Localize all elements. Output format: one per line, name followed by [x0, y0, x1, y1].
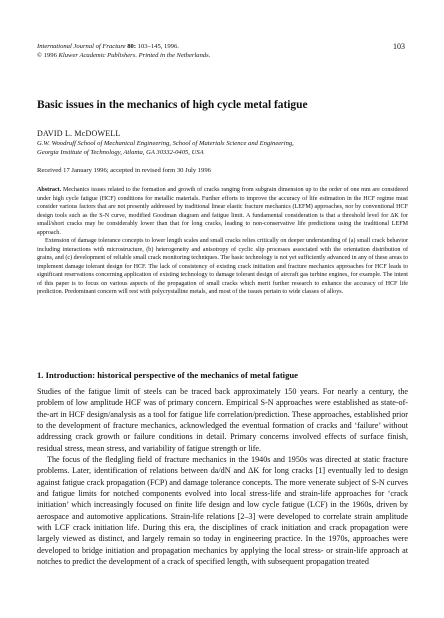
section-body [37, 386, 408, 568]
journal-citation: International Journal of Fracture 80: 103–145, 1996. [37, 43, 179, 50]
article-title: Basic issues in the mechanics of high cycle metal fatigue [37, 99, 308, 111]
body-paragraph-1: Studies of the fatigue limit of steels can be traced back approximately 150 years. For nearly a century, the problem of low amplitude HCF was of primary concern. Empirical S-N approaches were established as state-of-the-art in HCF design/analysis as a tool for fatigue life correlation/prediction. These approaches, established prior to the development of fracture mechanics, acknowledged the eventual formation of cracks and ‘failure’ without addressing crack growth or failure conditions in detail. Primary concerns involved effects of surface finish, residual stress, mean stress, and variability of fatigue strength or life. [37, 387, 408, 453]
journal-header [37, 42, 377, 60]
abstract-paragraph-1: Abstract. Mechanics issues related to the formation and growth of cracks ranging from subgrain dimension up to the order of one mm are considered under high cycle fatigue (HCF) conditions for metallic materials. Further efforts to improve the accuracy of life estimation in the HCF regime must consider various factors that are not presently addressed by traditional linear elastic fracture mechanics (LEFM) approaches, nor by conventional HCF design tools such as the S-N curve, modified Goodman diagram and fatigue limit. A fundamental consideration is that a threshold level for ΔK for small/short cracks may be considerably lower than that for long cracks, leading to non-conservative life predictions using the traditional LEFM approach. [37, 187, 408, 236]
abstract-paragraph-2: Extension of damage tolerance concepts to lower length scales and small cracks relies critically on deeper understanding of (a) small crack behavior including interactions with microstructure, (b) heterogeneity and anisotropy of cyclic slip processes associated with the orientation distribution of grains, and (c) development of reliable small crack monitoring techniques. The basic technology is not yet sufficiently advanced in any of these areas to implement damage tolerant design for HCF. The lack of consistency of existing crack initiation and fracture mechanics approaches for HCF leads to significant reservations concerning application of existing technology to damage tolerant design of aircraft gas turbine engines, for example. The intent of this paper is to focus on various aspects of the propagation of small cracks which merit further research to enhance the accuracy of HCF life prediction. Predominant concern will rest with polycrystalline metals, and most of the issues pertain to wide classes of alloys. [37, 238, 408, 295]
section-heading: 1. Introduction: historical perspective of the mechanics of metal fatigue [37, 370, 298, 380]
received-dates: Received 17 January 1996; accepted in revised form 30 July 1996 [37, 167, 211, 174]
body-paragraph-2: The focus of the fledgling field of fracture mechanics in the 1940s and 1950s was directed at static fracture problems. Later, identification of relations between da/dN and ΔK for long cracks [1] eventually led to design against fatigue crack propagation (FCP) and damage tolerance concepts. The more venerate subject of S-N curves and fatigue limits for notched components evolved into local stress-life and strain-life approaches for ‘crack initiation’ which increasingly focused on finite life design and low cycle fatigue (LCF) in the 1960s, driven by aerospace and automotive applications. Strain-life relations [2–3] were developed to correlate strain amplitude with LCF crack initiation life. During this era, the disciplines of crack initiation and crack propagation were largely viewed as distinct, and largely remain so today in engineering practice. In the 1970s, approaches were developed to bridge initiation and propagation mechanics by applying the local stress- or strain-life approach at notches to predict the development of a crack of specified length, with subsequent propagation treated [37, 455, 408, 567]
author-affiliation: G.W. Woodruff School of Mechanical Engineering, School of Materials Science and Engineering, Georgia Institute of Technology, Atlanta, GA 30332-0405, USA [37, 140, 294, 156]
abstract [37, 186, 408, 297]
copyright-line: © 1996 Kluwer Academic Publishers. Printed in the Netherlands. [37, 52, 211, 59]
author-name: DAVID L. McDOWELL [37, 129, 121, 138]
abstract-label: Abstract. [37, 187, 62, 193]
page-number: 103 [393, 42, 405, 51]
